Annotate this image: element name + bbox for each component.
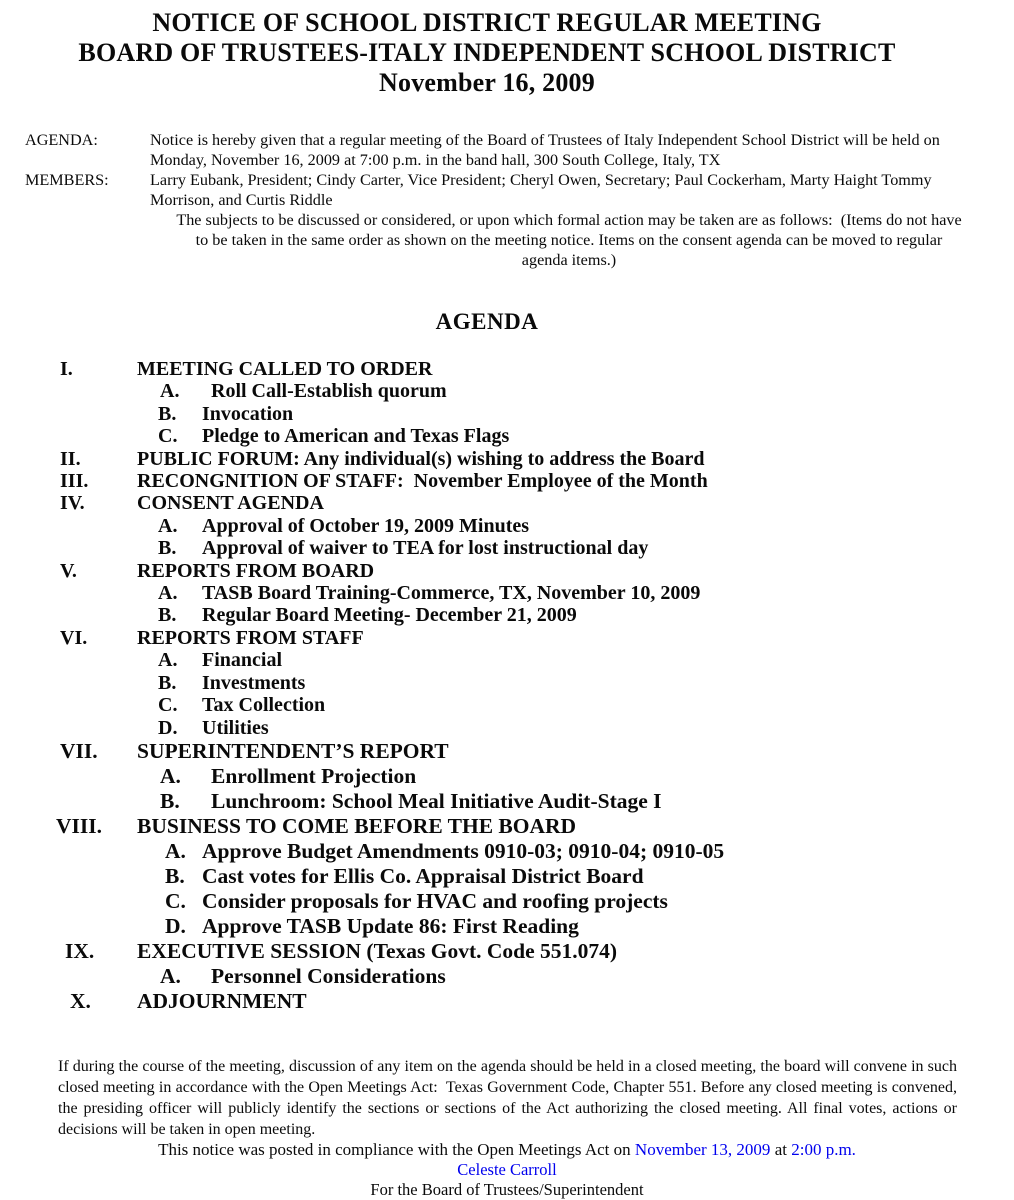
agenda-list [0,358,1014,1014]
agenda-subitem-text: Pledge to American and Texas Flags [202,425,510,448]
agenda-item [0,560,1014,582]
agenda-item-text: SUPERINTENDENT’S REPORT [137,738,449,763]
subjects-disclaimer-text: The subjects to be discussed or considered, or upon which formal action may be taken are as follows: (Items do not have to be taken in the same order as shown on the meeting notice. Items on the consent agenda can be moved to regular agenda items.) [176,211,962,269]
agenda-subitem [0,515,1014,537]
signature-name: Celeste Carroll [457,1159,557,1179]
agenda-subitem-letter: A. [160,963,181,988]
agenda-subitem [0,914,1014,939]
agenda-subitem-letter: A. [160,380,180,403]
agenda-subitem [0,764,1014,789]
agenda-item [0,627,1014,649]
agenda-subitem-text: Investments [202,671,306,694]
agenda-item-text: EXECUTIVE SESSION (Texas Govt. Code 551.074) [137,938,618,963]
agenda-subitem-text: Approval of October 19, 2009 Minutes [202,514,530,537]
agenda-subitem-letter: D. [158,716,178,739]
agenda-item-text: MEETING CALLED TO ORDER [137,358,433,380]
document-title-block [0,0,974,98]
agenda-item [0,470,1014,492]
agenda-subitem-letter: B. [160,788,180,813]
agenda-item-text: RECONGNITION OF STAFF: November Employee of the Month [137,470,708,493]
agenda-subitem [0,717,1014,739]
agenda-item-numeral: VI. [60,626,88,649]
agenda-item-text: REPORTS FROM STAFF [137,626,364,649]
agenda-heading: AGENDA [435,309,539,334]
members-label: MEMBERS: [25,171,109,189]
agenda-subitem [0,789,1014,814]
posting-date: November 13, 2009 [634,1139,771,1159]
agenda-subitem-letter: B. [165,863,185,888]
agenda-subitem-text: Personnel Considerations [211,963,446,988]
signature-title: For the Board of Trustees/Superintendent [370,1179,644,1199]
agenda-item [0,739,1014,764]
posting-time: 2:00 p.m. [791,1139,856,1159]
agenda-item-numeral: II. [60,447,81,470]
notice-title-date: November 16, 2009 [379,68,595,97]
agenda-item-numeral: X. [70,988,91,1013]
agenda-item-numeral: VIII. [56,813,103,838]
agenda-subitem [0,604,1014,626]
agenda-subitem-letter: C. [165,888,186,913]
agenda-subitem [0,964,1014,989]
agenda-subitem-text: TASB Board Training-Commerce, TX, November 10, 2009 [202,582,701,605]
agenda-subitem-text: Consider proposals for HVAC and roofing projects [202,888,668,913]
agenda-item-text: BUSINESS TO COME BEFORE THE BOARD [137,813,577,838]
agenda-subitem-text: Cast votes for Ellis Co. Appraisal District Board [202,863,644,888]
agenda-subitem [0,649,1014,671]
agenda-subitem-letter: B. [158,537,177,560]
agenda-subitem-letter: C. [158,694,178,717]
agenda-item [0,989,1014,1014]
agenda-item [0,814,1014,839]
agenda-subitem-letter: B. [158,402,177,425]
agenda-subitem-text: Tax Collection [202,694,326,717]
agenda-subitem-text: Approve TASB Update 86: First Reading [202,913,579,938]
notice-title-line2: BOARD OF TRUSTEES-ITALY INDEPENDENT SCHOOL DISTRICT [78,38,896,67]
agenda-subitem [0,425,1014,447]
agenda-item-text: ADJOURNMENT [137,988,307,1013]
agenda-subitem-letter: A. [160,763,181,788]
agenda-subitem [0,889,1014,914]
agenda-item-numeral: I. [60,358,73,380]
posting-compliance-line [0,1140,1014,1160]
agenda-item-text: PUBLIC FORUM: Any individual(s) wishing to address the Board [137,447,705,470]
agenda-subitem-text: Enrollment Projection [211,763,417,788]
agenda-subitem-text: Invocation [202,402,294,425]
agenda-subitem-text: Approve Budget Amendments 0910-03; 0910-04; 0910-05 [202,838,725,863]
agenda-item-numeral: VII. [60,738,98,763]
agenda-item-numeral: V. [60,559,77,582]
agenda-subitem-text: Roll Call-Establish quorum [211,380,447,403]
agenda-subitem [0,672,1014,694]
agenda-subitem [0,403,1014,425]
agenda-subitem-letter: A. [158,649,178,672]
agenda-item-text: CONSENT AGENDA [137,492,324,515]
agenda-item-text: REPORTS FROM BOARD [137,559,375,582]
notice-title-line1: NOTICE OF SCHOOL DISTRICT REGULAR MEETING [152,8,822,37]
members-row [0,170,1014,210]
agenda-subitem [0,537,1014,559]
preamble-section [0,130,1014,270]
agenda-item [0,492,1014,514]
agenda-subitem-letter: C. [158,425,178,448]
agenda-label: AGENDA: [25,131,98,149]
posting-prefix-text: This notice was posted in compliance with the Open Meetings Act on [158,1139,635,1159]
agenda-item [0,939,1014,964]
agenda-subitem-text: Financial [202,649,283,672]
agenda-subitem [0,582,1014,604]
agenda-item-numeral: IX. [65,938,95,963]
posting-at-text: at [770,1139,792,1159]
agenda-subitem-letter: A. [158,582,178,605]
agenda-subitem-letter: A. [165,838,186,863]
closed-meeting-paragraph: If during the course of the meeting, discussion of any item on the agenda should be held in a closed meeting, the board will convene in such closed meeting in accordance with the Open Meetings Act: Texas Government Code, Chapter 551. Before any closed meeting is convened, the presiding officer will publicly identify the sections or sections of the Act authorizing the closed meeting. All final votes, actions or decisions will be taken in open meeting. [58,1057,957,1138]
agenda-subitem-letter: D. [165,913,186,938]
agenda-subitem-letter: B. [158,604,177,627]
members-list-text: Larry Eubank, President; Cindy Carter, Vice President; Cheryl Owen, Secretary; Paul Cockerham, Marty Haight Tommy Morrison, and Curtis Riddle [150,171,932,209]
agenda-subitem-text: Lunchroom: School Meal Initiative Audit-Stage I [211,788,662,813]
agenda-item-numeral: III. [60,470,89,493]
agenda-notice-text: Notice is hereby given that a regular meeting of the Board of Trustees of Italy Independent School District will be held on Monday, November 16, 2009 at 7:00 p.m. in the band hall, 300 South College, Italy, TX [150,131,940,169]
agenda-subitem [0,694,1014,716]
agenda-item-numeral: IV. [60,492,85,515]
agenda-item [0,358,1014,380]
agenda-subitem-letter: A. [158,514,178,537]
agenda-item [0,448,1014,470]
agenda-subitem-text: Approval of waiver to TEA for lost instructional day [202,537,649,560]
agenda-subitem-text: Utilities [202,716,269,739]
agenda-subitem-letter: B. [158,671,177,694]
agenda-subitem [0,839,1014,864]
agenda-notice-row [0,130,1014,170]
agenda-subitem-text: Regular Board Meeting- December 21, 2009 [202,604,577,627]
agenda-subitem [0,380,1014,402]
agenda-subitem [0,864,1014,889]
